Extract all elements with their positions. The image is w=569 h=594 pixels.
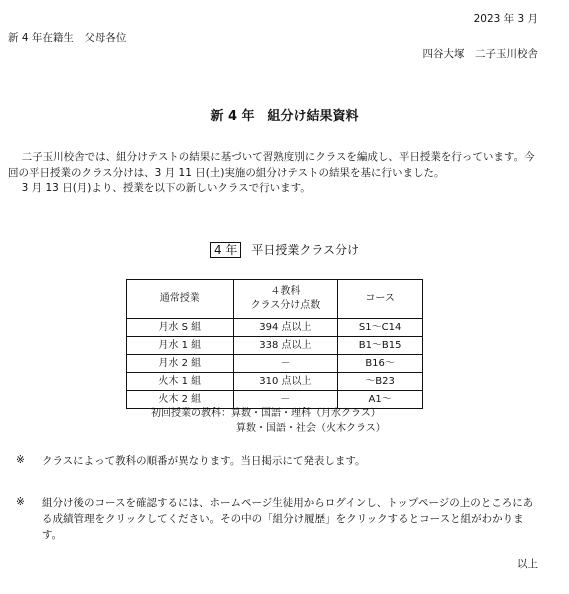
note-mark: ※ <box>16 454 25 466</box>
closing-word: 以上 <box>517 558 538 570</box>
header-score-line1: ４教科 <box>270 286 301 297</box>
course-cell: A1～ <box>338 391 423 409</box>
table-row <box>127 391 423 409</box>
intro-paragraph <box>8 150 543 197</box>
first-class-subjects-tuethu: 算数・国語・社会（火木クラス） <box>236 423 386 434</box>
table-row <box>127 355 423 373</box>
class-cell: 月水 2 組 <box>127 355 234 373</box>
course-cell: ～B23 <box>338 373 423 391</box>
note-text: クラスによって教科の順番が異なります。当日掲示にて発表します。 <box>42 455 366 467</box>
table-row <box>127 319 423 337</box>
school-name: 四谷大塚 二子玉川校舎 <box>422 48 538 60</box>
header-course: コース <box>338 280 423 319</box>
section-heading <box>0 242 569 259</box>
recipient-line: 新 4 年在籍生 父母各位 <box>8 32 127 44</box>
score-cell: － <box>233 391 338 409</box>
course-cell: B16～ <box>338 355 423 373</box>
class-cell: 月水 1 組 <box>127 337 234 355</box>
note-class-order <box>16 453 536 469</box>
table-row <box>127 373 423 391</box>
score-cell: 310 点以上 <box>233 373 338 391</box>
first-class-subjects-monwed: 初回授業の教科：算数・国語・理科（月水クラス） <box>151 408 381 419</box>
header-regular-class: 通常授業 <box>127 280 234 319</box>
intro-text-1: 二子玉川校舎では、組分けテストの結果に基づいて習熟度別にクラスを編成し、平日授業を行っています。今回の平日授業のクラス分けは、3 月 11 日(土)実施の組分けテストの結果を基に行いました。 <box>8 151 535 179</box>
class-cell: 火木 1 組 <box>127 373 234 391</box>
document-date: 2023 年 3 月 <box>473 13 538 25</box>
note-course-check <box>16 495 536 543</box>
table-row <box>127 337 423 355</box>
header-score-line2: クラス分け点数 <box>250 300 321 311</box>
note-text: 組分け後のコースを確認するには、ホームページ生徒用からログインし、トップページの上のところにある成績管理をクリックしてください。その中の「組分け履歴」をクリックするとコースと組がわかります。 <box>42 497 534 541</box>
class-cell: 火木 2 組 <box>127 391 234 409</box>
note-mark: ※ <box>16 496 25 508</box>
score-cell: － <box>233 355 338 373</box>
score-cell: 338 点以上 <box>233 337 338 355</box>
course-cell: B1～B15 <box>338 337 423 355</box>
table-header-row <box>127 280 423 319</box>
class-assignment-table <box>126 279 423 409</box>
section-title: 平日授業クラス分け <box>251 243 360 257</box>
score-cell: 394 点以上 <box>233 319 338 337</box>
class-cell: 月水 S 組 <box>127 319 234 337</box>
grade-box: 4 年 <box>210 242 241 258</box>
intro-text-2: 3 月 13 日(月)より、授業を以下の新しいクラスで行います。 <box>21 182 311 194</box>
header-score <box>233 280 338 319</box>
document-title: 新 4 年 組分け結果資料 <box>210 109 359 124</box>
course-cell: S1～C14 <box>338 319 423 337</box>
